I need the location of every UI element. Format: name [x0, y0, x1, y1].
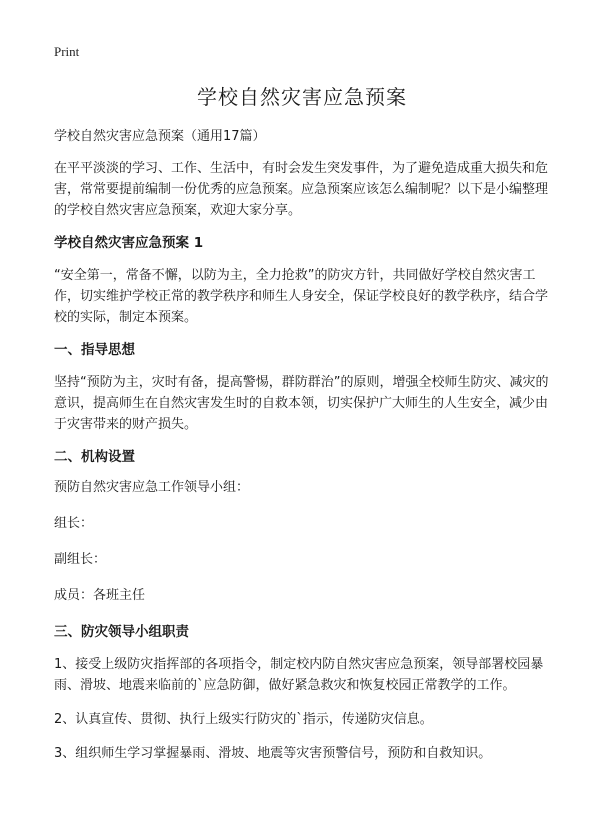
leading-group-line: 预防自然灾害应急工作领导小组：: [54, 480, 250, 495]
responsibility-item: 2、认真宣传、贯彻、执行上级实行防灾的`指示，传递防灾信息。: [54, 712, 433, 727]
print-link[interactable]: Print: [54, 44, 80, 59]
section-heading-organization: 二、机构设置: [54, 449, 135, 465]
section-heading-guiding-ideology: 一、指导思想: [54, 342, 135, 358]
intro-paragraph: 在平平淡淡的学习、工作、生活中，有时会发生突发事件，为了避免造成重大损失和危害，常常要提前编制一份优秀的应急预案。应急预案应该怎么编制呢？以下是小编整理的学校自然灾害应急预案，欢迎大家分享。: [54, 161, 549, 218]
responsibility-item: 1、接受上级防灾指挥部的各项指令，制定校内防自然灾害应急预案，领导部署校园暴雨、滑坡、地震来临前的`应急防御，做好紧急救灾和恢复校园正常教学的工作。: [54, 657, 544, 693]
guiding-ideology-paragraph: 坚持“预防为主，灾时有备，提高警惕，群防群治”的原则，增强全校师生防灾、减灾的意识，提高师生在自然灾害发生时的自救本领，切实保护广大师生的人生安全，减少由于灾害带来的财产损失。: [54, 375, 549, 432]
leader-line: 组长：: [54, 516, 94, 531]
article-heading: 学校自然灾害应急预案 1: [54, 235, 204, 251]
article-intro-paragraph: “安全第一，常备不懈，以防为主，全力抢救”的防灾方针，共同做好学校自然灾害工作，切实维护学校正常的教学秩序和师生人身安全，保证学校良好的教学秩序，结合学校的实际，制定本预案。: [54, 268, 549, 325]
section-heading-responsibilities: 三、防灾领导小组职责: [54, 624, 189, 640]
deputy-leader-line: 副组长：: [54, 552, 107, 567]
members-line: 成员：各班主任: [54, 588, 146, 603]
document-subtitle: 学校自然灾害应急预案（通用17篇）: [54, 129, 266, 144]
responsibility-item: 3、组织师生学习掌握暴雨、滑坡、地震等灾害预警信号，预防和自救知识。: [54, 746, 492, 761]
page-title: 学校自然灾害应急预案: [197, 85, 407, 109]
